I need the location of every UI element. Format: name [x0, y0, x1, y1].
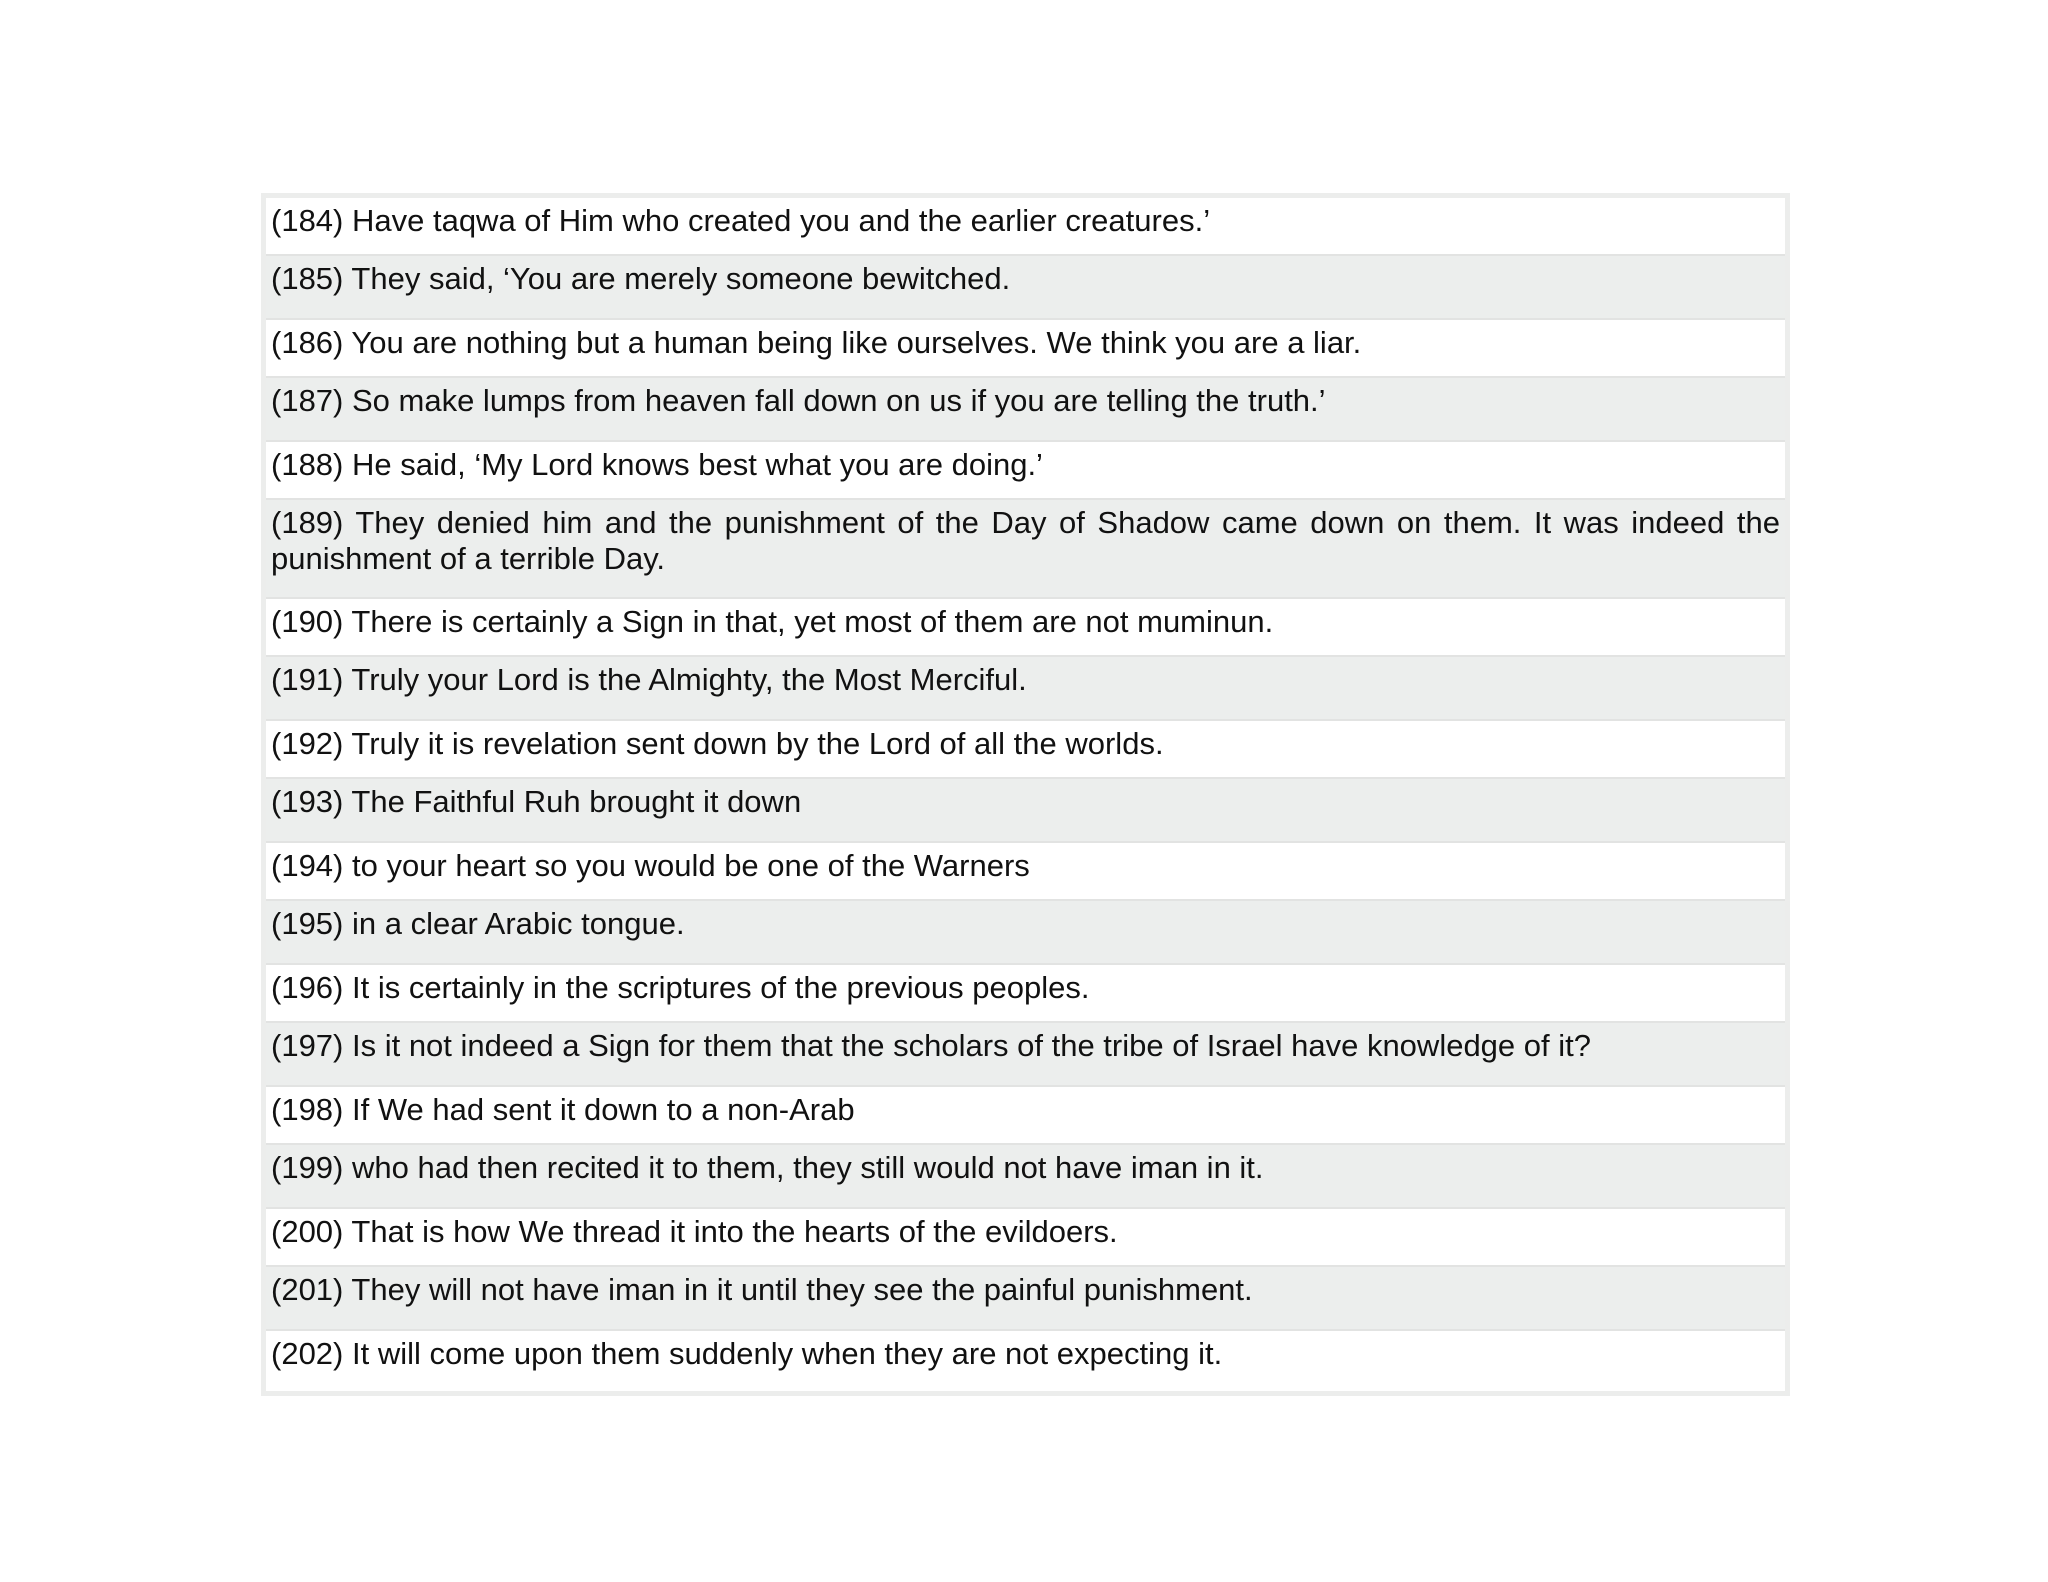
verse-row: (199) who had then recited it to them, they still would not have iman in it. [266, 1145, 1785, 1209]
verse-row: (198) If We had sent it down to a non-Arab [266, 1087, 1785, 1145]
verse-row: (202) It will come upon them suddenly when they are not expecting it. [266, 1331, 1785, 1391]
verse-table [261, 193, 1790, 1396]
verse-row: (200) That is how We thread it into the hearts of the evildoers. [266, 1209, 1785, 1267]
verse-row: (190) There is certainly a Sign in that, yet most of them are not muminun. [266, 599, 1785, 657]
verse-row: (189) They denied him and the punishment of the Day of Shadow came down on them. It was indeed the punishment of a terrible Day. [266, 500, 1785, 599]
verse-row: (191) Truly your Lord is the Almighty, the Most Merciful. [266, 657, 1785, 721]
verse-row: (192) Truly it is revelation sent down by the Lord of all the worlds. [266, 721, 1785, 779]
verse-row: (184) Have taqwa of Him who created you and the earlier creatures.’ [266, 198, 1785, 256]
verse-row: (197) Is it not indeed a Sign for them that the scholars of the tribe of Israel have knowledge of it? [266, 1023, 1785, 1087]
verse-row: (186) You are nothing but a human being like ourselves. We think you are a liar. [266, 320, 1785, 378]
verse-row: (196) It is certainly in the scriptures of the previous peoples. [266, 965, 1785, 1023]
verse-row: (194) to your heart so you would be one of the Warners [266, 843, 1785, 901]
verse-row: (195) in a clear Arabic tongue. [266, 901, 1785, 965]
verse-row: (201) They will not have iman in it until they see the painful punishment. [266, 1267, 1785, 1331]
verse-row: (187) So make lumps from heaven fall down on us if you are telling the truth.’ [266, 378, 1785, 442]
verse-row: (188) He said, ‘My Lord knows best what you are doing.’ [266, 442, 1785, 500]
verse-row: (193) The Faithful Ruh brought it down [266, 779, 1785, 843]
verse-row: (185) They said, ‘You are merely someone bewitched. [266, 256, 1785, 320]
